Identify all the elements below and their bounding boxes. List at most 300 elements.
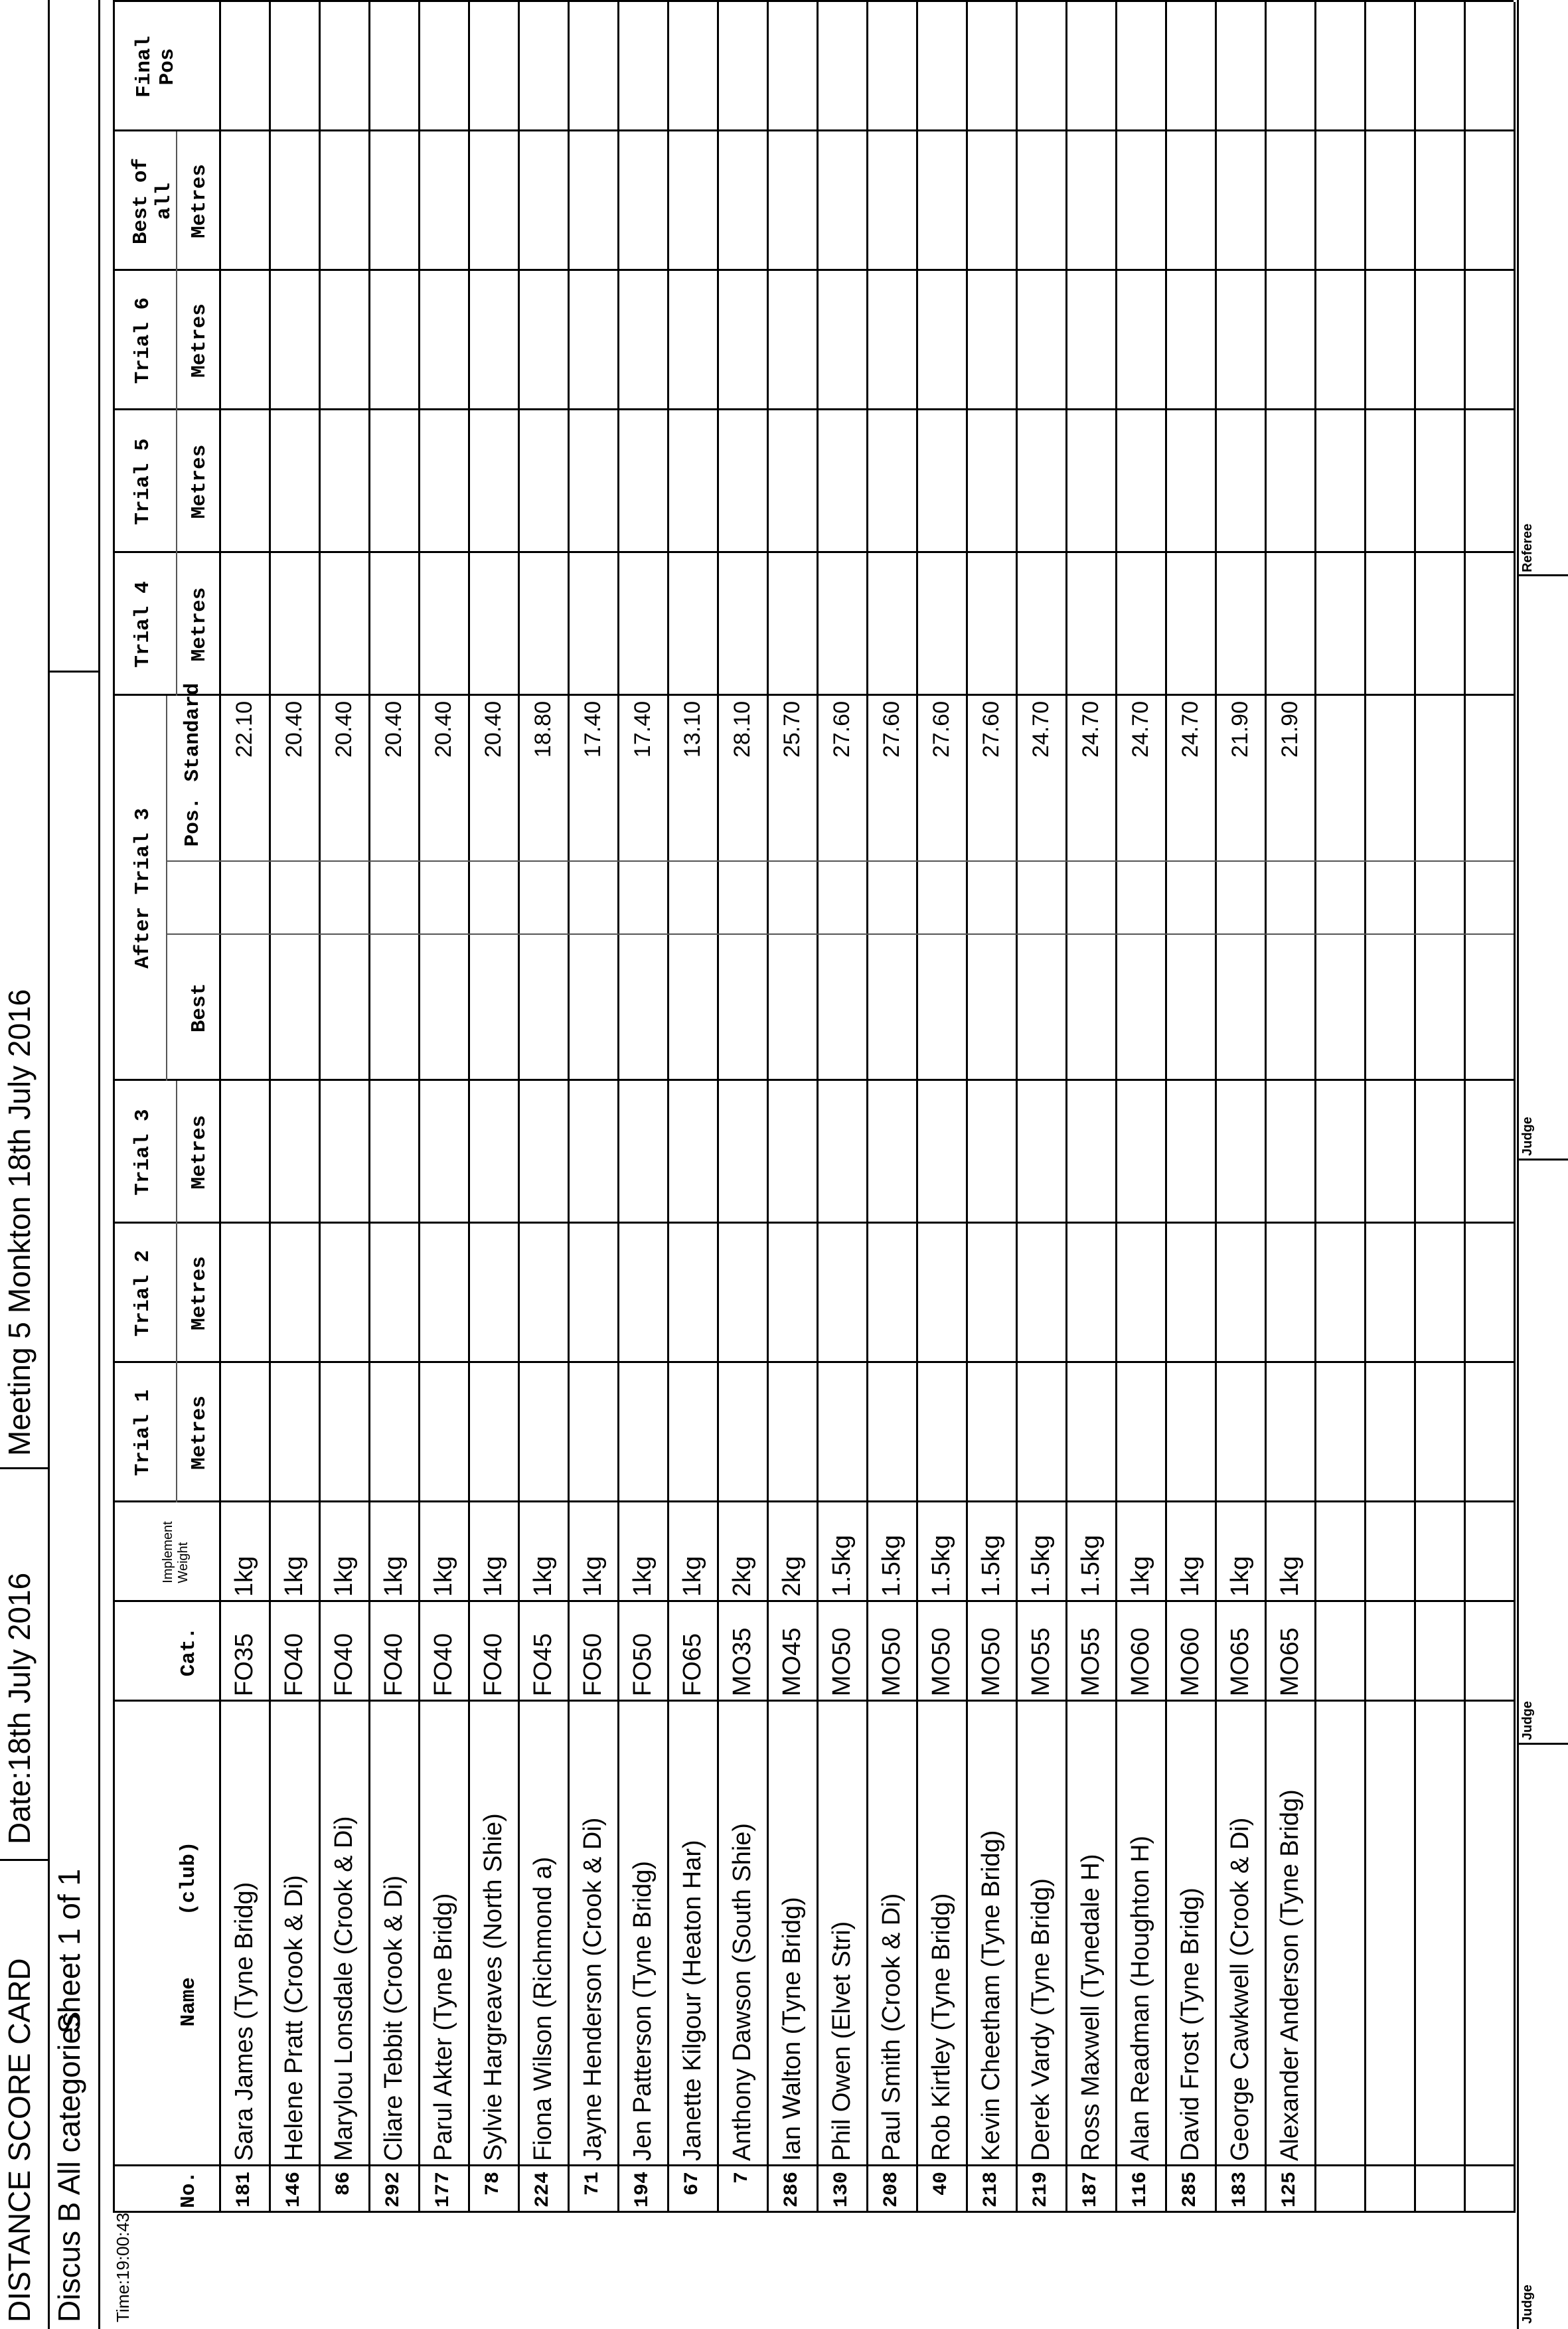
best-entry-cell[interactable] (1265, 935, 1314, 1081)
best-entry-cell[interactable] (667, 935, 717, 1081)
trial6-entry-cell[interactable] (717, 271, 767, 410)
athlete-category: FO50 (628, 1633, 657, 1696)
pos-entry-cell[interactable] (966, 862, 1016, 935)
row-index (468, 2213, 518, 2239)
best-entry-cell[interactable] (1165, 935, 1215, 1081)
athlete-category: FO45 (528, 1633, 557, 1696)
final-pos-entry-cell[interactable] (1165, 2, 1215, 131)
trial1-entry-cell[interactable] (717, 1363, 767, 1502)
final-pos-entry-cell[interactable] (817, 2, 866, 131)
trial5-entry-cell[interactable] (916, 410, 966, 553)
trial6-entry-cell[interactable] (617, 271, 667, 410)
trial2-entry-cell[interactable] (219, 1224, 269, 1363)
trial3-entry-cell[interactable] (617, 1081, 667, 1224)
trial4-entry-cell[interactable] (966, 553, 1016, 696)
standard-value: 25.70 (779, 701, 805, 758)
best-entry-cell[interactable] (219, 935, 269, 1081)
pos-entry-cell[interactable] (1065, 862, 1115, 935)
trial2-entry-cell[interactable] (568, 1224, 617, 1363)
referee-signature-box[interactable] (1537, 0, 1568, 576)
athlete-name: Jayne Henderson (Crook & Di) (578, 1817, 607, 2161)
trial1-entry-cell[interactable] (667, 1363, 717, 1502)
trial1-entry-cell[interactable] (568, 1363, 617, 1502)
athlete-name: Ross Maxwell (Tynedale H) (1076, 1854, 1105, 2161)
pos-entry-cell[interactable] (1215, 862, 1265, 935)
best-of-all-entry-cell[interactable] (1215, 131, 1265, 271)
best-of-all-entry-cell[interactable] (518, 131, 568, 271)
trial4-entry-cell[interactable] (916, 553, 966, 696)
implement-weight: 1kg (1176, 1556, 1204, 1597)
final-pos-entry-cell[interactable] (518, 2, 568, 131)
col-no-header: No. (177, 2171, 200, 2208)
pos-entry-cell[interactable] (518, 862, 568, 935)
best-entry-cell[interactable] (866, 935, 916, 1081)
trial4-entry-cell[interactable] (1165, 553, 1215, 696)
athlete-number: 40 (929, 2172, 953, 2196)
trial4-entry-cell[interactable] (1065, 553, 1115, 696)
trial1-entry-cell[interactable] (1115, 1363, 1165, 1502)
trial6-entry-cell[interactable] (468, 271, 518, 410)
best-entry-cell[interactable] (368, 935, 418, 1081)
trial3-entry-cell[interactable] (1065, 1081, 1115, 1224)
trial6-entry-cell[interactable] (966, 271, 1016, 410)
trial5-entry-cell[interactable] (319, 410, 368, 553)
trial2-entry-cell[interactable] (468, 1224, 518, 1363)
judge-signature-2-box[interactable] (1537, 1161, 1568, 1745)
trial4-entry-cell[interactable] (368, 553, 418, 696)
athlete-number: 208 (880, 2172, 903, 2208)
best-of-all-entry-cell[interactable] (418, 131, 468, 271)
col-trial3-metres: Metres (187, 1115, 211, 1190)
trial1-entry-cell[interactable] (1065, 1363, 1115, 1502)
trial5-entry-cell[interactable] (1165, 410, 1215, 553)
final-pos-entry-cell[interactable] (717, 2, 767, 131)
best-of-all-entry-cell[interactable] (966, 131, 1016, 271)
trial5-entry-cell[interactable] (1016, 410, 1065, 553)
trial4-entry-cell[interactable] (1115, 553, 1165, 696)
pos-entry-cell[interactable] (269, 862, 319, 935)
final-pos-entry-cell[interactable] (468, 2, 518, 131)
trial1-entry-cell[interactable] (617, 1363, 667, 1502)
metres-subheader-line (176, 271, 177, 410)
best-entry-cell[interactable] (617, 935, 667, 1081)
best-of-all-entry-cell[interactable] (219, 131, 269, 271)
trial6-entry-cell[interactable] (568, 271, 617, 410)
col-best-of-all-metres: Metres (187, 164, 211, 238)
col-implement-header: Implement Weight (161, 1521, 191, 1583)
athlete-number: 116 (1129, 2172, 1152, 2208)
trial5-entry-cell[interactable] (617, 410, 667, 553)
trial1-entry-cell[interactable] (418, 1363, 468, 1502)
trial6-entry-cell[interactable] (667, 271, 717, 410)
best-entry-cell[interactable] (1065, 935, 1115, 1081)
time-stamp: Time:19:00:43 (113, 2212, 133, 2322)
trial4-entry-cell[interactable] (518, 553, 568, 696)
athlete-number: 130 (830, 2172, 853, 2208)
best-of-all-entry-cell[interactable] (1016, 131, 1065, 271)
final-pos-entry-cell[interactable] (667, 2, 717, 131)
best-of-all-entry-cell[interactable] (667, 131, 717, 271)
signature-top-border (1517, 0, 1519, 2329)
pos-entry-cell[interactable] (717, 862, 767, 935)
athlete-number: 67 (680, 2172, 704, 2196)
athlete-category: FO40 (379, 1633, 408, 1696)
col-after-trial3-header: After Trial 3 (131, 808, 155, 969)
trial4-entry-cell[interactable] (1265, 553, 1314, 696)
best-of-all-entry-cell[interactable] (1065, 131, 1115, 271)
final-pos-entry-cell[interactable] (319, 2, 368, 131)
col-pos-header: Pos. (181, 797, 204, 847)
trial5-entry-cell[interactable] (219, 410, 269, 553)
trial2-entry-cell[interactable] (418, 1224, 468, 1363)
best-of-all-entry-cell[interactable] (568, 131, 617, 271)
standard-value: 18.80 (530, 701, 556, 758)
best-of-all-entry-cell[interactable] (916, 131, 966, 271)
trial3-entry-cell[interactable] (667, 1081, 717, 1224)
implement-weight: 1kg (279, 1556, 308, 1597)
pos-entry-cell[interactable] (767, 862, 817, 935)
trial5-entry-cell[interactable] (468, 410, 518, 553)
judge-label-3: Judge (1520, 1117, 1535, 1156)
trial1-entry-cell[interactable] (817, 1363, 866, 1502)
athlete-number: 194 (631, 2172, 654, 2208)
trial5-entry-cell[interactable] (966, 410, 1016, 553)
judge-signature-1-box[interactable] (1537, 1745, 1568, 2329)
implement-weight: 1kg (230, 1556, 258, 1597)
standard-value: 27.60 (828, 701, 854, 758)
trial1-entry-cell[interactable] (866, 1363, 916, 1502)
trial2-entry-cell[interactable] (1115, 1224, 1165, 1363)
trial3-entry-cell[interactable] (269, 1081, 319, 1224)
trial1-entry-cell[interactable] (1016, 1363, 1065, 1502)
trial6-entry-cell[interactable] (1115, 271, 1165, 410)
trial2-entry-cell[interactable] (866, 1224, 916, 1363)
athlete-number: 181 (232, 2172, 256, 2208)
trial3-entry-cell[interactable] (1165, 1081, 1215, 1224)
standard-value: 13.10 (679, 701, 705, 758)
trial3-entry-cell[interactable] (468, 1081, 518, 1224)
trial4-entry-cell[interactable] (568, 553, 617, 696)
trial5-entry-cell[interactable] (717, 410, 767, 553)
trial4-entry-cell[interactable] (1016, 553, 1065, 696)
trial1-entry-cell[interactable] (1215, 1363, 1265, 1502)
row-index (269, 2213, 319, 2239)
best-entry-cell[interactable] (966, 935, 1016, 1081)
athlete-category: MO65 (1275, 1627, 1304, 1696)
athlete-name: Phil Owen (Elvet Stri) (827, 1921, 856, 2161)
best-entry-cell[interactable] (418, 935, 468, 1081)
trial6-entry-cell[interactable] (866, 271, 916, 410)
best-of-all-entry-cell[interactable] (767, 131, 817, 271)
trial2-entry-cell[interactable] (269, 1224, 319, 1363)
trial5-entry-cell[interactable] (568, 410, 617, 553)
metres-subheader-line (176, 131, 177, 271)
trial6-entry-cell[interactable] (1165, 271, 1215, 410)
trial5-entry-cell[interactable] (866, 410, 916, 553)
trial1-entry-cell[interactable] (269, 1363, 319, 1502)
pos-entry-cell[interactable] (667, 862, 717, 935)
best-entry-cell[interactable] (518, 935, 568, 1081)
trial3-entry-cell[interactable] (767, 1081, 817, 1224)
pos-entry-cell[interactable] (817, 862, 866, 935)
final-pos-entry-cell[interactable] (1065, 2, 1115, 131)
final-pos-entry-cell[interactable] (1115, 2, 1165, 131)
athlete-category: MO55 (1076, 1627, 1105, 1696)
trial4-entry-cell[interactable] (617, 553, 667, 696)
trial2-entry-cell[interactable] (617, 1224, 667, 1363)
pos-entry-cell[interactable] (617, 862, 667, 935)
pos-entry-cell[interactable] (219, 862, 269, 935)
best-entry-cell[interactable] (767, 935, 817, 1081)
trial1-entry-cell[interactable] (468, 1363, 518, 1502)
athlete-name: Kevin Cheetham (Tyne Bridg) (977, 1830, 1005, 2161)
trial6-entry-cell[interactable] (368, 271, 418, 410)
pos-entry-cell[interactable] (1265, 862, 1314, 935)
trial2-entry-cell[interactable] (966, 1224, 1016, 1363)
trial1-entry-cell[interactable] (1165, 1363, 1215, 1502)
best-entry-cell[interactable] (568, 935, 617, 1081)
trial3-entry-cell[interactable] (1016, 1081, 1065, 1224)
trial3-entry-cell[interactable] (1115, 1081, 1165, 1224)
athlete-category: FO40 (479, 1633, 507, 1696)
trial4-entry-cell[interactable] (817, 553, 866, 696)
best-of-all-entry-cell[interactable] (368, 131, 418, 271)
trial3-entry-cell[interactable] (866, 1081, 916, 1224)
row-index (966, 2213, 1016, 2239)
trial2-entry-cell[interactable] (1165, 1224, 1215, 1363)
col-trial6-metres: Metres (187, 303, 211, 378)
athlete-name: Sylvie Hargreaves (North Shie) (479, 1813, 507, 2161)
trial3-entry-cell[interactable] (817, 1081, 866, 1224)
athlete-name: David Frost (Tyne Bridg) (1176, 1887, 1204, 2161)
pos-entry-cell[interactable] (866, 862, 916, 935)
best-entry-cell[interactable] (1016, 935, 1065, 1081)
trial1-entry-cell[interactable] (1265, 1363, 1314, 1502)
col-final-pos-header: Final Pos (133, 36, 179, 98)
implement-weight: 1kg (429, 1556, 457, 1597)
trial2-entry-cell[interactable] (767, 1224, 817, 1363)
trial2-entry-cell[interactable] (817, 1224, 866, 1363)
trial6-entry-cell[interactable] (418, 271, 468, 410)
trial6-entry-cell[interactable] (817, 271, 866, 410)
judge-signature-3-box[interactable] (1537, 576, 1568, 1161)
trial4-entry-cell[interactable] (319, 553, 368, 696)
trial5-entry-cell[interactable] (817, 410, 866, 553)
trial2-entry-cell[interactable] (368, 1224, 418, 1363)
best-entry-cell[interactable] (817, 935, 866, 1081)
best-entry-cell[interactable] (1115, 935, 1165, 1081)
trial6-entry-cell[interactable] (219, 271, 269, 410)
trial6-entry-cell[interactable] (269, 271, 319, 410)
final-pos-entry-cell[interactable] (368, 2, 418, 131)
best-entry-cell[interactable] (269, 935, 319, 1081)
best-of-all-entry-cell[interactable] (717, 131, 767, 271)
final-pos-entry-cell[interactable] (269, 2, 319, 131)
trial3-entry-cell[interactable] (319, 1081, 368, 1224)
final-pos-entry-cell[interactable] (966, 2, 1016, 131)
trial2-entry-cell[interactable] (1016, 1224, 1065, 1363)
athlete-number: 78 (481, 2172, 505, 2196)
trial5-entry-cell[interactable] (767, 410, 817, 553)
trial1-entry-cell[interactable] (767, 1363, 817, 1502)
trial3-entry-cell[interactable] (1265, 1081, 1314, 1224)
final-pos-entry-cell[interactable] (1016, 2, 1065, 131)
best-of-all-entry-cell[interactable] (617, 131, 667, 271)
trial1-entry-cell[interactable] (319, 1363, 368, 1502)
trial1-entry-cell[interactable] (518, 1363, 568, 1502)
col-trial3-header: Trial 3 (131, 1109, 155, 1196)
trial4-entry-cell[interactable] (418, 553, 468, 696)
trial3-entry-cell[interactable] (717, 1081, 767, 1224)
trial4-entry-cell[interactable] (667, 553, 717, 696)
metres-subheader-line (176, 1081, 177, 1224)
standard-value: 21.90 (1227, 701, 1253, 758)
pos-entry-cell[interactable] (468, 862, 518, 935)
pos-entry-cell[interactable] (916, 862, 966, 935)
implement-weight: 1kg (479, 1556, 507, 1597)
row-index (1016, 2213, 1065, 2239)
row-index (617, 2213, 667, 2239)
trial5-entry-cell[interactable] (667, 410, 717, 553)
best-of-all-entry-cell[interactable] (319, 131, 368, 271)
final-pos-entry-cell[interactable] (1265, 2, 1314, 131)
best-of-all-entry-cell[interactable] (1265, 131, 1314, 271)
best-entry-cell[interactable] (1215, 935, 1265, 1081)
trial4-entry-cell[interactable] (219, 553, 269, 696)
final-pos-entry-cell[interactable] (916, 2, 966, 131)
best-entry-cell[interactable] (916, 935, 966, 1081)
metres-subheader-line (176, 1363, 177, 1502)
trial4-entry-cell[interactable] (468, 553, 518, 696)
trial2-entry-cell[interactable] (1215, 1224, 1265, 1363)
athlete-category: FO50 (578, 1633, 607, 1696)
best-of-all-entry-cell[interactable] (817, 131, 866, 271)
pos-entry-cell[interactable] (418, 862, 468, 935)
athlete-number: 71 (581, 2172, 604, 2196)
final-pos-entry-cell[interactable] (219, 2, 269, 131)
trial2-entry-cell[interactable] (667, 1224, 717, 1363)
col-trial6-header: Trial 6 (131, 297, 155, 384)
trial5-entry-cell[interactable] (1065, 410, 1115, 553)
trial3-entry-cell[interactable] (1215, 1081, 1265, 1224)
best-entry-cell[interactable] (319, 935, 368, 1081)
trial1-entry-cell[interactable] (916, 1363, 966, 1502)
best-entry-cell[interactable] (468, 935, 518, 1081)
table-row (1414, 2, 1464, 2213)
row-index (866, 2213, 916, 2239)
final-pos-entry-cell[interactable] (617, 2, 667, 131)
trial3-entry-cell[interactable] (916, 1081, 966, 1224)
metres-subheader-line (176, 1224, 177, 1363)
trial4-entry-cell[interactable] (767, 553, 817, 696)
trial1-entry-cell[interactable] (368, 1363, 418, 1502)
row-index (1215, 2213, 1265, 2239)
pos-entry-cell[interactable] (1016, 862, 1065, 935)
trial6-entry-cell[interactable] (1016, 271, 1065, 410)
col-trial5-metres: Metres (187, 444, 211, 519)
trial5-entry-cell[interactable] (418, 410, 468, 553)
athlete-category: FO35 (230, 1633, 258, 1696)
trial5-entry-cell[interactable] (518, 410, 568, 553)
trial6-entry-cell[interactable] (1065, 271, 1115, 410)
trial2-entry-cell[interactable] (518, 1224, 568, 1363)
trial4-entry-cell[interactable] (1215, 553, 1265, 696)
athlete-category: MO65 (1225, 1627, 1254, 1696)
pos-entry-cell[interactable] (319, 862, 368, 935)
trial5-entry-cell[interactable] (368, 410, 418, 553)
pos-entry-cell[interactable] (1115, 862, 1165, 935)
standard-value: 17.40 (580, 701, 605, 758)
trial6-entry-cell[interactable] (518, 271, 568, 410)
final-pos-entry-cell[interactable] (418, 2, 468, 131)
judge-label-2: Judge (1520, 1701, 1535, 1740)
trial5-entry-cell[interactable] (269, 410, 319, 553)
trial3-entry-cell[interactable] (418, 1081, 468, 1224)
trial4-entry-cell[interactable] (866, 553, 916, 696)
trial5-entry-cell[interactable] (1265, 410, 1314, 553)
trial3-entry-cell[interactable] (966, 1081, 1016, 1224)
trial1-entry-cell[interactable] (966, 1363, 1016, 1502)
trial3-entry-cell[interactable] (568, 1081, 617, 1224)
athlete-name: Janette Kilgour (Heaton Har) (678, 1840, 706, 2161)
trial3-entry-cell[interactable] (219, 1081, 269, 1224)
trial2-entry-cell[interactable] (319, 1224, 368, 1363)
final-pos-entry-cell[interactable] (767, 2, 817, 131)
pos-entry-cell[interactable] (568, 862, 617, 935)
trial4-entry-cell[interactable] (269, 553, 319, 696)
trial6-entry-cell[interactable] (767, 271, 817, 410)
trial5-entry-cell[interactable] (1115, 410, 1165, 553)
trial1-entry-cell[interactable] (219, 1363, 269, 1502)
trial6-entry-cell[interactable] (1265, 271, 1314, 410)
final-pos-entry-cell[interactable] (866, 2, 916, 131)
card-title: DISTANCE SCORE CARD (2, 1958, 37, 2322)
best-of-all-entry-cell[interactable] (1115, 131, 1165, 271)
trial6-entry-cell[interactable] (1215, 271, 1265, 410)
standard-value: 20.40 (331, 701, 356, 758)
col-trial4-metres: Metres (187, 587, 211, 662)
athlete-name: Marylou Lonsdale (Crook & Di) (329, 1816, 358, 2161)
trial6-entry-cell[interactable] (916, 271, 966, 410)
best-entry-cell[interactable] (717, 935, 767, 1081)
athlete-name: Parul Akter (Tyne Bridg) (429, 1893, 457, 2161)
implement-weight: 1.5kg (977, 1535, 1005, 1597)
final-pos-entry-cell[interactable] (568, 2, 617, 131)
best-of-all-entry-cell[interactable] (468, 131, 518, 271)
trial2-entry-cell[interactable] (916, 1224, 966, 1363)
trial2-entry-cell[interactable] (1065, 1224, 1115, 1363)
trial4-entry-cell[interactable] (717, 553, 767, 696)
athlete-name: Derek Vardy (Tyne Bridg) (1026, 1878, 1055, 2161)
best-of-all-entry-cell[interactable] (269, 131, 319, 271)
trial2-entry-cell[interactable] (717, 1224, 767, 1363)
best-of-all-entry-cell[interactable] (1165, 131, 1215, 271)
athlete-category: MO50 (877, 1627, 905, 1696)
trial5-entry-cell[interactable] (1215, 410, 1265, 553)
best-of-all-entry-cell[interactable] (866, 131, 916, 271)
final-pos-entry-cell[interactable] (1215, 2, 1265, 131)
pos-entry-cell[interactable] (368, 862, 418, 935)
trial6-entry-cell[interactable] (319, 271, 368, 410)
implement-weight: 1.5kg (927, 1535, 955, 1597)
trial3-entry-cell[interactable] (518, 1081, 568, 1224)
pos-entry-cell[interactable] (1165, 862, 1215, 935)
col-trial5-header: Trial 5 (131, 438, 155, 525)
trial2-entry-cell[interactable] (1265, 1224, 1314, 1363)
implement-weight: 1kg (1275, 1556, 1304, 1597)
trial3-entry-cell[interactable] (368, 1081, 418, 1224)
standard-value: 20.40 (281, 701, 307, 758)
